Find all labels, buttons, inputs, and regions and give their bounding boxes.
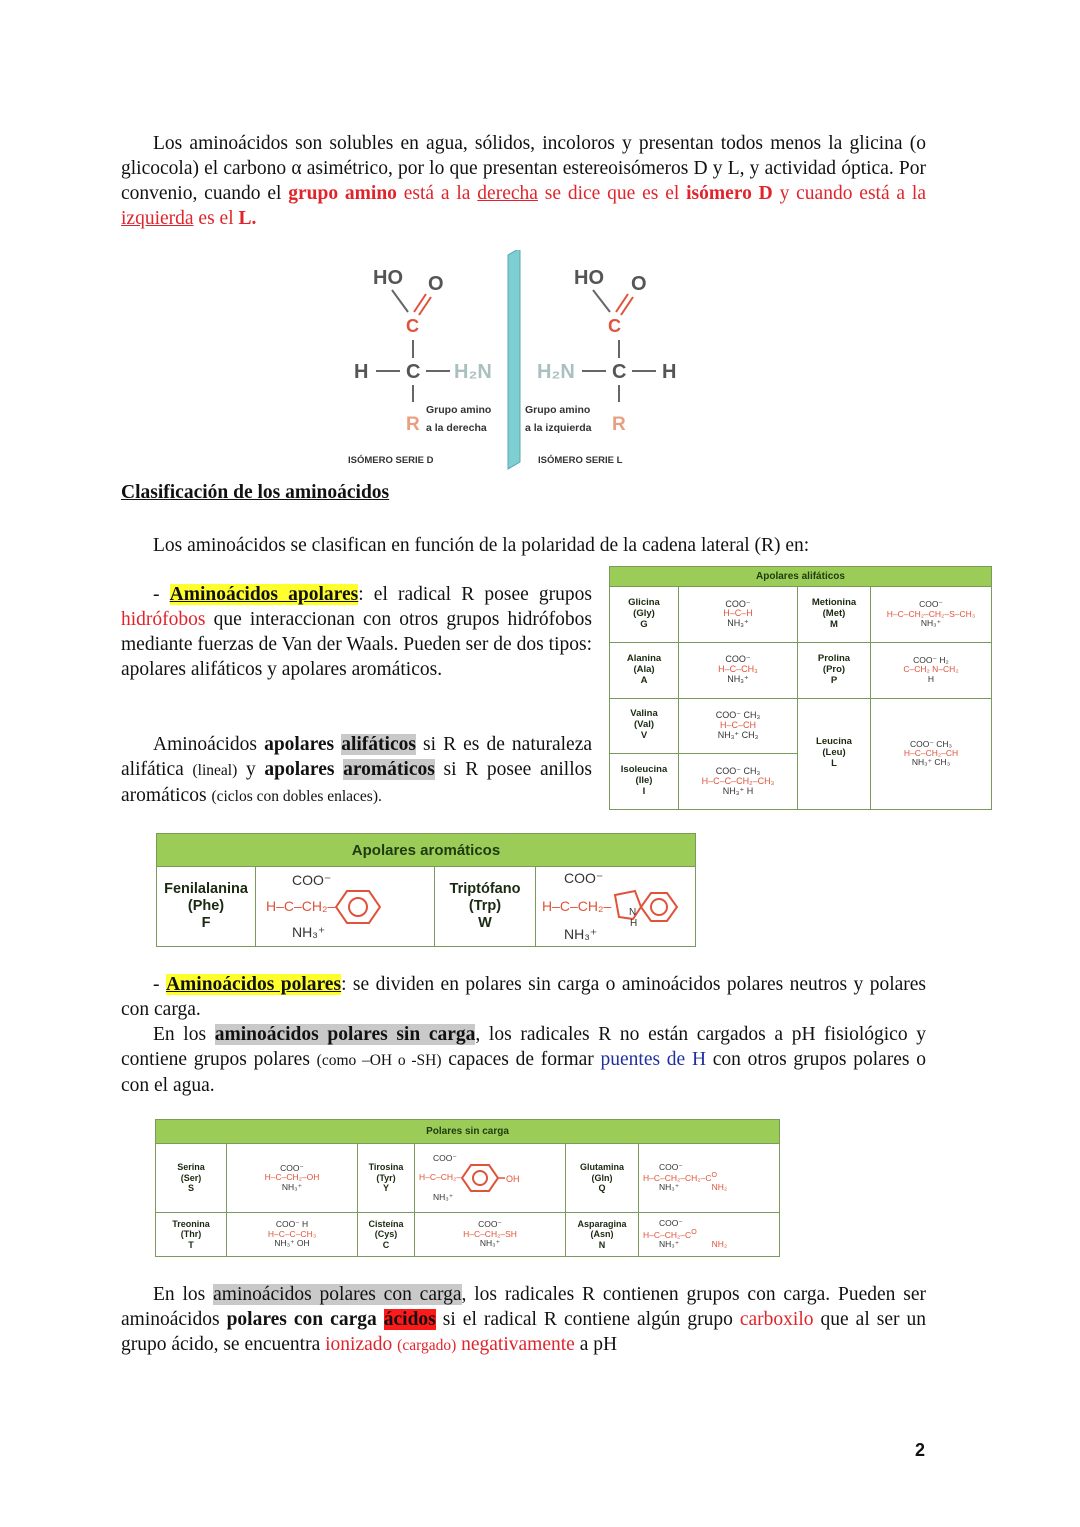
indole-ring-icon (611, 887, 679, 927)
table-apolares-alifaticos (609, 566, 992, 810)
left-label: ISÓMERO SERIE D (348, 455, 434, 466)
table-apolares-aromaticos (156, 833, 696, 947)
table-row: Isoleucina (Ile) I COO⁻ CH₃ H–C–C–CH₂–CH₃ NH₃⁺ H (610, 754, 992, 810)
intro-paragraph: Los aminoácidos son solubles en agua, sólidos, incoloros y presentan todos menos la glicina (o glicocola) el carbono α asimétrico, por lo que presentan estereoisómeros D y L, y actividad óptica. Por convenio, cuando el grupo amino está a la derecha se dice que es el isómero D y cuando está a la izquierda es el L. (121, 133, 926, 229)
right-c-center: C (612, 361, 627, 383)
left-c-top: C (406, 316, 419, 336)
left-o: O (428, 273, 444, 295)
classification-intro: Los aminoácidos se clasifican en función de la polaridad de la cadena lateral (R) en: (153, 535, 810, 556)
right-h2n: H₂N (537, 361, 575, 383)
ring-h: H (630, 917, 638, 927)
right-label: ISÓMERO SERIE L (538, 455, 623, 466)
table-row: Valina (Val) V COO⁻ CH₃ H–C–CH NH₃⁺ CH₃ Leucina (Leu) L COO⁻ CH₃ H–C–CH₂–CH NH₃⁺ CH₃ (610, 698, 992, 754)
polar-paragraph: - Aminoácidos polares: se dividen en polares sin carga o aminoácidos polares neutros y polares con carga. (121, 974, 927, 1020)
table-row: Alanina (Ala) A COO⁻ H–C–CH₃ NH₃⁺ Prolina (Pro) P COO⁻ H₂ C–CH₂ N–CH₂ H (610, 642, 992, 698)
right-note2: a la izquierda (525, 422, 592, 434)
benzene-ring-icon (335, 889, 381, 925)
right-h: H (662, 361, 677, 383)
left-c-center: C (406, 361, 421, 383)
right-r: R (612, 414, 626, 435)
section-title: Clasificación de los aminoácidos (121, 482, 390, 503)
right-o: O (631, 273, 647, 295)
right-note1: Grupo amino (525, 404, 591, 416)
table-polares-sin-carga (155, 1119, 780, 1257)
polar-neutral-paragraph: En los aminoácidos polares sin carga, los radicales R no están cargados a pH fisiológico y contiene grupos polares (como –OH o -SH) capaces de formar puentes de H con otros grupos polares o con el agua. (121, 1024, 926, 1096)
charged-paragraph: En los aminoácidos polares con carga, los radicales R contienen grupos con carga. Pueden ser aminoácidos polares con carga ácidos si el radical R contiene algún grupo carboxilo que al ser un grupo ácido, se encuentra ionizado (cargado) negativamente a pH (121, 1284, 927, 1355)
left-note1: Grupo amino (426, 404, 492, 416)
table-row: Fenilalanina (Phe) F COO⁻ H–C–CH₂– NH₃⁺ Triptófano (Trp) W COO⁻ H–C–CH₂– N H NH₃⁺ (157, 867, 696, 947)
table-title: Polares sin carga (156, 1120, 780, 1144)
page-number: 2 (915, 1440, 926, 1460)
table-title: Apolares alifáticos (610, 567, 992, 587)
mirror-plane (508, 250, 520, 469)
left-h2n: H₂N (454, 361, 492, 383)
left-h: H (354, 361, 369, 383)
table-row: Glicina (Gly) G COO⁻ H–C–H NH₃⁺ Metionina (Met) M COO⁻ H–C–CH₂–CH₂–S–CH₃ NH₃⁺ (610, 587, 992, 643)
phenol-ring-icon (461, 1163, 525, 1193)
left-note2: a la derecha (426, 422, 487, 434)
oh-label: OH (506, 1173, 520, 1184)
right-ho: HO (574, 267, 604, 289)
table-title: Apolares aromáticos (157, 834, 696, 867)
table-row: Serina (Ser) S COO⁻ H–C–CH₂–OH NH₃⁺ Tirosina (Tyr) Y COO⁻ H–C–CH₂– OH NH₃⁺ Glutamina (Gln) Q COO⁻ $H-C-CH_2-CH_2-C^O$ NH₃⁺ NH₂ (156, 1144, 780, 1213)
table-row: Treonina (Thr) T COO⁻ H H–C–C–CH₃ NH₃⁺ OH Cisteína (Cys) C COO⁻ H–C–CH₂–SH NH₃⁺ Asparagina (Asn) N COO⁻ $H-C-CH_2-C^O$ NH₃⁺ NH₂ (156, 1212, 780, 1256)
right-c-top: C (608, 316, 621, 336)
isomer-figure (340, 250, 700, 475)
apolar-types-paragraph: Aminoácidos apolares alifáticos si R es de naturaleza alifática (lineal) y apolares aromáticos si R posee anillos aromáticos (ciclos con dobles enlaces). (121, 734, 593, 806)
apolar-paragraph: - Aminoácidos apolares: el radical R posee grupos hidrófobos que interaccionan con otros grupos hidrófobos mediante fuerzas de Van der Waals. Pueden ser de dos tipos: apolares alifáticos y apolares aromáticos. (121, 584, 592, 680)
ring-n: N (629, 906, 637, 918)
left-ho: HO (373, 267, 403, 289)
left-r: R (406, 414, 420, 435)
